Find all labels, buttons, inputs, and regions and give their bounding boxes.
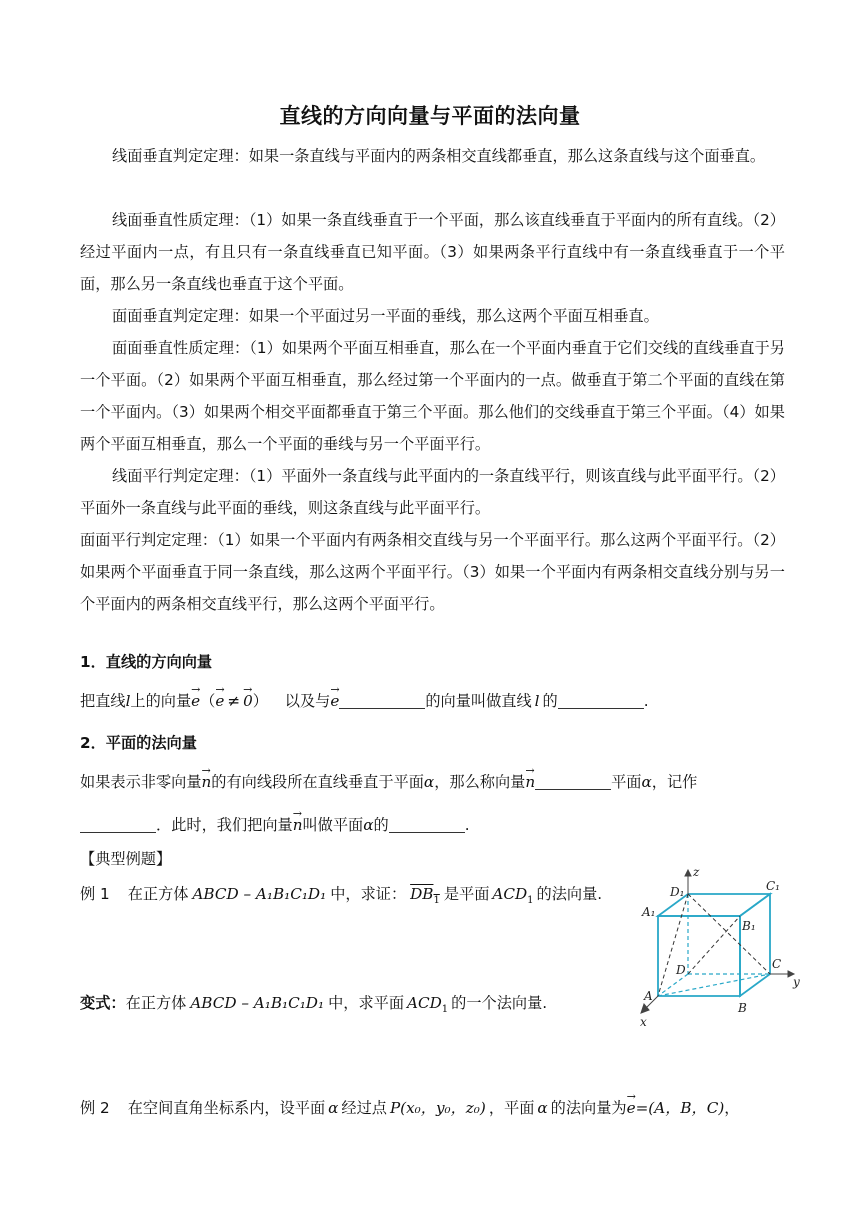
z-axis-arrow — [685, 870, 691, 876]
normal-vector-definition-line2: ．此时，我们把向量→ n叫做平面α的 . — [80, 814, 470, 836]
example-label: 例 1 — [80, 885, 110, 903]
vector-e: → e — [627, 1097, 636, 1119]
vertex-label-d1: D₁ — [670, 885, 685, 899]
theorem-plane-plane-perp-criterion: 面面垂直判定定理：如果一个平面过另一平面的垂线，那么这两个平面互相垂直。 — [112, 307, 659, 325]
cube-name: ABCD – A₁B₁C₁D₁ — [192, 885, 327, 903]
answer-blank[interactable] — [339, 692, 425, 709]
answer-blank[interactable] — [80, 816, 156, 833]
theorem-plane-plane-parallel-criterion: 面面平行判定定理：（1）如果一个平面内有两条相交直线与另一个平面平行。那么这两个平面平行。（2）如果两个平面垂直于同一条直线，那么这两个平面平行。（3）如果一个平面内有两条相交直线分别与另一个平面内的两条相交直线平行，那么这两个平面平行。 — [80, 531, 785, 613]
theorem-line-plane-perp-property: 线面垂直性质定理：（1）如果一条直线垂直于一个平面，那么该直线垂直于平面内的所有直线。（2）经过平面内一点，有且只有一条直线垂直已知平面。（3）如果两条平行直线中有一条直线垂直于一个平面，那么另一条直线也垂直于这个平面。 — [80, 211, 785, 293]
answer-blank[interactable] — [558, 692, 644, 709]
answer-blank[interactable] — [535, 773, 611, 790]
example-1: 例 1 在正方体 ABCD – A₁B₁C₁D₁ 中，求证： $DB_1$ 是平面 $ACD_1$ 的法向量. — [80, 885, 603, 907]
vector-db1: $DB_1$ — [410, 885, 440, 907]
vertex-label-a1: A₁ — [642, 905, 656, 919]
theorem-line-plane-perp-criterion: 线面垂直判定定理：如果一条直线与平面内的两条相交直线都垂直，那么这条直线与这个面垂直。 — [112, 147, 766, 165]
normal-vector-definition-line1: 如果表示非零向量→ n的有向线段所在直线垂直于平面α，那么称向量→ n 平面α，记作 — [80, 771, 697, 793]
direction-vector-definition: 把直线l上的向量→ e（→ e ≠→ 0） 以及与→ e 的向量叫做直线 l 的 . — [80, 690, 649, 712]
point-p: P(x₀，y₀，z₀) — [389, 1099, 486, 1117]
vector-e: → e — [191, 690, 200, 712]
plane-name: $ACD_1$ — [492, 885, 534, 907]
vertex-label-d: D — [676, 963, 686, 977]
vertex-label-c1: C₁ — [766, 879, 780, 893]
axis-label-x: x — [640, 1015, 647, 1029]
theorem-plane-plane-perp-property: 面面垂直性质定理：（1）如果两个平面互相垂直，那么在一个平面内垂直于它们交线的直线垂直于另一个平面。（2）如果两个平面互相垂直，那么经过第一个平面内的一点。做垂直于第二个平面的直线在第一个平面内。（3）如果两个相交平面都垂直于第三个平面。那么他们的交线垂直于第三个平面。（4）如果两个平面互相垂直，那么一个平面的垂线与另一个平面平行。 — [80, 339, 785, 453]
answer-blank[interactable] — [389, 816, 465, 833]
diagonal-ac — [658, 974, 770, 996]
section-heading-normal-vector: 2．平面的法向量 — [80, 734, 197, 752]
zero-vector: → 0 — [243, 690, 253, 712]
theorem-line-plane-parallel-criterion: 线面平行判定定理：（1）平面外一条直线与此平面内的一条直线平行，则该直线与此平面平行。（2）平面外一条直线与此平面的垂线，则这条直线与此平面平行。 — [80, 467, 785, 517]
line-symbol: l — [125, 692, 131, 710]
axis-label-z: z — [693, 865, 700, 879]
x-axis-arrow — [641, 1004, 649, 1013]
page-title: 直线的方向向量与平面的法向量 — [279, 104, 581, 128]
vertex-label-b1: B₁ — [742, 919, 756, 933]
example-label: 例 2 — [80, 1099, 110, 1117]
vector-db1-line — [688, 916, 740, 974]
cube-front-face — [658, 916, 740, 996]
axis-label-y: y — [793, 975, 800, 989]
vertex-label-a: A — [644, 989, 653, 1003]
section-heading-direction-vector: 1．直线的方向向量 — [80, 653, 213, 671]
variant-label: 变式： — [80, 994, 126, 1012]
diagonal-d1c — [688, 894, 770, 974]
cube-figure — [630, 862, 810, 1034]
variant-exercise: 变式：在正方体 ABCD – A₁B₁C₁D₁ 中，求平面 $ACD_1$ 的一个法向量. — [80, 994, 548, 1016]
cube-right-face — [740, 894, 770, 996]
vertex-label-c: C — [772, 957, 782, 971]
vector-n: → n — [202, 771, 212, 793]
vertex-label-b: B — [738, 1001, 747, 1015]
diagonal-d1a — [658, 894, 688, 996]
examples-heading: 【典型例题】 — [80, 850, 172, 868]
example-2: 例 2 在空间直角坐标系内，设平面 α 经过点 P(x₀，y₀，z₀) ，平面 α 的法向量为→ e=(A，B，C)， — [80, 1097, 739, 1119]
